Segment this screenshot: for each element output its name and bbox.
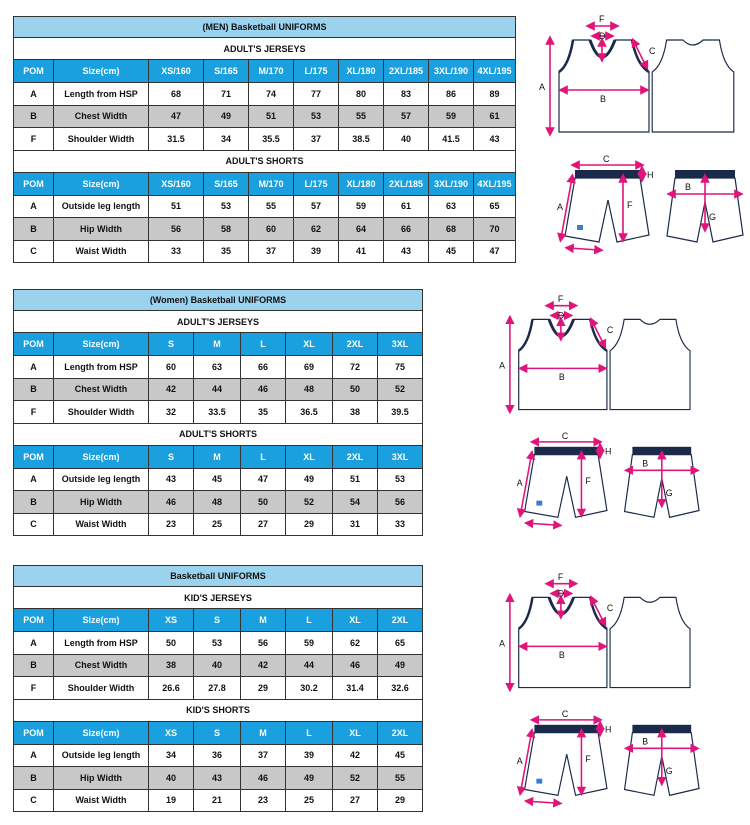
header-cell: 2XL — [378, 721, 423, 744]
men-diagram-slot — [539, 10, 745, 265]
pom-cell: A — [14, 468, 54, 491]
pom-cell: C — [14, 789, 54, 812]
value-cell: 51 — [333, 468, 378, 491]
jersey-back-drawing — [610, 597, 690, 687]
value-cell: 74 — [249, 83, 294, 106]
value-cell: 45 — [194, 468, 241, 491]
header-cell: L — [241, 445, 286, 468]
value-cell: 63 — [429, 195, 474, 218]
value-cell: 38.5 — [339, 128, 384, 151]
svg-text:C: C — [561, 430, 569, 441]
measure-label-cell: Chest Width — [54, 654, 149, 677]
value-cell: 43 — [149, 468, 194, 491]
header-cell: S/165 — [204, 172, 249, 195]
jersey-back-drawing — [652, 40, 734, 132]
header-row — [14, 172, 516, 195]
value-cell: 59 — [339, 195, 384, 218]
pom-cell: B — [14, 105, 54, 128]
header-cell: XS — [149, 609, 194, 632]
svg-text:B: B — [558, 650, 565, 661]
pom-cell: B — [14, 218, 54, 241]
value-cell: 61 — [474, 105, 516, 128]
shorts-subtitle: ADULT'S SHORTS — [14, 423, 423, 445]
header-cell: XL — [286, 445, 333, 468]
header-cell: M — [241, 721, 286, 744]
value-cell: 89 — [474, 83, 516, 106]
value-cell: 41 — [339, 240, 384, 263]
value-cell: 35.5 — [249, 128, 294, 151]
svg-text:B: B — [558, 372, 565, 383]
value-cell: 68 — [429, 218, 474, 241]
table-row — [14, 128, 516, 151]
header-cell: L/175 — [294, 60, 339, 83]
table-row — [14, 240, 516, 263]
header-cell: Size(cm) — [54, 172, 149, 195]
header-cell: Size(cm) — [54, 445, 149, 468]
value-cell: 83 — [384, 83, 429, 106]
pom-cell: B — [14, 654, 54, 677]
value-cell: 57 — [294, 195, 339, 218]
value-cell: 55 — [249, 195, 294, 218]
svg-text:C: C — [561, 708, 569, 719]
svg-text:H: H — [604, 446, 612, 457]
value-cell: 77 — [294, 83, 339, 106]
header-row — [14, 60, 516, 83]
value-cell: 60 — [249, 218, 294, 241]
measure-label-cell: Length from HSP — [54, 356, 149, 379]
table-row — [14, 83, 516, 106]
value-cell: 35 — [241, 401, 286, 424]
header-cell: S — [149, 333, 194, 356]
pom-cell: B — [14, 378, 54, 401]
value-cell: 47 — [149, 105, 204, 128]
jersey-subtitle: ADULT'S JERSEYS — [14, 311, 423, 333]
value-cell: 29 — [241, 677, 286, 700]
pom-cell: C — [14, 513, 54, 536]
svg-text:B: B — [642, 736, 649, 747]
value-cell: 41.5 — [429, 128, 474, 151]
value-cell: 65 — [474, 195, 516, 218]
value-cell: 19 — [149, 789, 194, 812]
value-cell: 61 — [384, 195, 429, 218]
header-cell: XS/160 — [149, 60, 204, 83]
header-cell: 2XL/185 — [384, 60, 429, 83]
value-cell: 75 — [378, 356, 423, 379]
value-cell: 52 — [333, 767, 378, 790]
kids-diagram-slot — [499, 568, 701, 818]
table-row — [14, 356, 423, 379]
value-cell: 39 — [286, 744, 333, 767]
svg-text:F: F — [557, 293, 564, 304]
value-cell: 39 — [294, 240, 339, 263]
header-cell: S — [149, 445, 194, 468]
header-cell: 2XL — [333, 445, 378, 468]
measure-label-cell: Waist Width — [54, 513, 149, 536]
header-cell: XL — [333, 721, 378, 744]
jersey-subtitle: KID'S JERSEYS — [14, 587, 423, 609]
measure-label-cell: Waist Width — [54, 789, 149, 812]
value-cell: 44 — [286, 654, 333, 677]
svg-text:F: F — [627, 200, 633, 210]
women-diagram-slot — [499, 290, 701, 540]
header-cell: M — [194, 333, 241, 356]
value-cell: 43 — [384, 240, 429, 263]
header-cell: 4XL/195 — [474, 60, 516, 83]
value-cell: 80 — [339, 83, 384, 106]
value-cell: 32 — [149, 401, 194, 424]
value-cell: 37 — [294, 128, 339, 151]
value-cell: 29 — [286, 513, 333, 536]
svg-text:C: C — [649, 46, 656, 56]
pom-cell: B — [14, 491, 54, 514]
table-row — [14, 654, 423, 677]
value-cell: 86 — [429, 83, 474, 106]
uniform-diagram — [539, 10, 745, 260]
value-cell: 31 — [333, 513, 378, 536]
header-cell: POM — [14, 172, 54, 195]
header-cell: POM — [14, 333, 54, 356]
uniform-diagram — [499, 568, 701, 813]
svg-text:C: C — [606, 603, 614, 614]
jersey-subtitle: ADULT'S JERSEYS — [14, 38, 516, 60]
header-cell: Size(cm) — [54, 60, 149, 83]
svg-text:F: F — [585, 754, 591, 765]
header-cell: Size(cm) — [54, 721, 149, 744]
table-row — [14, 632, 423, 655]
jersey-back-drawing — [610, 319, 690, 409]
svg-text:G: G — [709, 212, 717, 222]
measure-label-cell: Hip Width — [54, 767, 149, 790]
value-cell: 36 — [194, 744, 241, 767]
header-cell: XL/180 — [339, 60, 384, 83]
header-cell: POM — [14, 609, 54, 632]
jersey-front-drawing — [519, 319, 607, 409]
women-uniforms-section — [13, 289, 423, 536]
header-cell: 2XL/185 — [384, 172, 429, 195]
value-cell: 62 — [333, 632, 378, 655]
value-cell: 34 — [149, 744, 194, 767]
value-cell: 53 — [194, 632, 241, 655]
table-row — [14, 195, 516, 218]
value-cell: 54 — [333, 491, 378, 514]
header-cell: 4XL/195 — [474, 172, 516, 195]
value-cell: 31.5 — [149, 128, 204, 151]
value-cell: 47 — [241, 468, 286, 491]
value-cell: 40 — [194, 654, 241, 677]
svg-text:F: F — [557, 571, 564, 582]
measure-label-cell: Length from HSP — [54, 83, 149, 106]
header-cell: XL — [286, 333, 333, 356]
header-cell: 3XL — [378, 445, 423, 468]
header-row — [14, 333, 423, 356]
svg-text:C: C — [606, 325, 614, 336]
svg-text:A: A — [516, 756, 523, 766]
table-row — [14, 105, 516, 128]
svg-text:B: B — [685, 182, 692, 192]
value-cell: 45 — [378, 744, 423, 767]
value-cell: 72 — [333, 356, 378, 379]
value-cell: 55 — [339, 105, 384, 128]
value-cell: 25 — [286, 789, 333, 812]
svg-text:D: D — [557, 310, 565, 321]
value-cell: 70 — [474, 218, 516, 241]
value-cell: 33 — [378, 513, 423, 536]
value-cell: 56 — [149, 218, 204, 241]
value-cell: 46 — [333, 654, 378, 677]
svg-text:A: A — [516, 478, 523, 488]
value-cell: 33 — [149, 240, 204, 263]
value-cell: 58 — [204, 218, 249, 241]
measure-label-cell: Chest Width — [54, 378, 149, 401]
header-cell: POM — [14, 445, 54, 468]
shorts-front-drawing — [525, 725, 607, 796]
value-cell: 60 — [149, 356, 194, 379]
header-cell: 2XL — [378, 609, 423, 632]
value-cell: 53 — [378, 468, 423, 491]
value-cell: 71 — [204, 83, 249, 106]
svg-text:A: A — [499, 360, 506, 371]
value-cell: 66 — [384, 218, 429, 241]
svg-text:C: C — [603, 154, 610, 164]
value-cell: 69 — [286, 356, 333, 379]
svg-text:G: G — [665, 765, 673, 776]
value-cell: 46 — [241, 767, 286, 790]
value-cell: 52 — [286, 491, 333, 514]
value-cell: 36.5 — [286, 401, 333, 424]
header-cell: XL/180 — [339, 172, 384, 195]
value-cell: 62 — [294, 218, 339, 241]
pom-cell: F — [14, 401, 54, 424]
value-cell: 56 — [378, 491, 423, 514]
value-cell: 31.4 — [333, 677, 378, 700]
value-cell: 63 — [194, 356, 241, 379]
header-cell: S/165 — [204, 60, 249, 83]
kids-size-table — [13, 565, 423, 812]
svg-text:D: D — [599, 31, 606, 41]
shorts-front-drawing — [565, 170, 649, 242]
header-cell: 2XL — [333, 333, 378, 356]
value-cell: 50 — [333, 378, 378, 401]
value-cell: 27.8 — [194, 677, 241, 700]
value-cell: 27 — [333, 789, 378, 812]
value-cell: 49 — [378, 654, 423, 677]
value-cell: 40 — [384, 128, 429, 151]
value-cell: 33.5 — [194, 401, 241, 424]
header-cell: XS/160 — [149, 172, 204, 195]
value-cell: 50 — [241, 491, 286, 514]
value-cell: 49 — [286, 468, 333, 491]
men-uniforms-section — [13, 16, 516, 263]
value-cell: 27 — [241, 513, 286, 536]
value-cell: 43 — [474, 128, 516, 151]
value-cell: 68 — [149, 83, 204, 106]
value-cell: 37 — [249, 240, 294, 263]
header-cell: M/170 — [249, 60, 294, 83]
pom-cell: A — [14, 744, 54, 767]
header-cell: L — [286, 721, 333, 744]
header-cell: M/170 — [249, 172, 294, 195]
jersey-front-drawing — [559, 40, 649, 132]
svg-text:H: H — [604, 724, 612, 735]
header-cell: Size(cm) — [54, 609, 149, 632]
table-row — [14, 744, 423, 767]
value-cell: 26.6 — [149, 677, 194, 700]
header-cell: POM — [14, 721, 54, 744]
uniform-diagram — [499, 290, 701, 535]
value-cell: 29 — [378, 789, 423, 812]
value-cell: 38 — [149, 654, 194, 677]
header-cell: S — [194, 721, 241, 744]
value-cell: 65 — [378, 632, 423, 655]
jersey-front-drawing — [519, 597, 607, 687]
value-cell: 39.5 — [378, 401, 423, 424]
header-cell: L — [286, 609, 333, 632]
svg-text:A: A — [557, 202, 564, 212]
measure-label-cell: Chest Width — [54, 105, 149, 128]
kids-uniforms-section — [13, 565, 423, 812]
value-cell: 38 — [333, 401, 378, 424]
pom-cell: F — [14, 677, 54, 700]
value-cell: 35 — [204, 240, 249, 263]
table-row — [14, 218, 516, 241]
pom-cell: A — [14, 195, 54, 218]
measure-label-cell: Waist Width — [54, 240, 149, 263]
value-cell: 42 — [241, 654, 286, 677]
header-cell: XS — [149, 721, 194, 744]
header-row — [14, 445, 423, 468]
value-cell: 59 — [286, 632, 333, 655]
measure-label-cell: Hip Width — [54, 218, 149, 241]
header-cell: 3XL — [378, 333, 423, 356]
measure-label-cell: Shoulder Width — [54, 677, 149, 700]
value-cell: 46 — [149, 491, 194, 514]
header-cell: Size(cm) — [54, 333, 149, 356]
shorts-subtitle: ADULT'S SHORTS — [14, 150, 516, 172]
value-cell: 56 — [241, 632, 286, 655]
svg-text:A: A — [539, 82, 546, 92]
header-cell: M — [194, 445, 241, 468]
value-cell: 32.6 — [378, 677, 423, 700]
measure-label-cell: Length from HSP — [54, 632, 149, 655]
value-cell: 45 — [429, 240, 474, 263]
value-cell: 48 — [286, 378, 333, 401]
value-cell: 51 — [249, 105, 294, 128]
svg-text:B: B — [600, 94, 607, 104]
svg-text:G: G — [665, 487, 673, 498]
value-cell: 50 — [149, 632, 194, 655]
value-cell: 47 — [474, 240, 516, 263]
table-row — [14, 378, 423, 401]
svg-text:D: D — [557, 588, 565, 599]
value-cell: 55 — [378, 767, 423, 790]
value-cell: 40 — [149, 767, 194, 790]
svg-text:B: B — [642, 458, 649, 469]
value-cell: 46 — [241, 378, 286, 401]
value-cell: 25 — [194, 513, 241, 536]
table-row — [14, 513, 423, 536]
measure-label-cell: Outside leg length — [54, 744, 149, 767]
value-cell: 52 — [378, 378, 423, 401]
svg-text:A: A — [499, 638, 506, 649]
value-cell: 42 — [149, 378, 194, 401]
header-cell: 3XL/190 — [429, 60, 474, 83]
measure-label-cell: Hip Width — [54, 491, 149, 514]
value-cell: 64 — [339, 218, 384, 241]
men-size-table — [13, 16, 516, 263]
value-cell: 48 — [194, 491, 241, 514]
value-cell: 49 — [204, 105, 249, 128]
table-row — [14, 401, 423, 424]
value-cell: 30.2 — [286, 677, 333, 700]
value-cell: 66 — [241, 356, 286, 379]
value-cell: 21 — [194, 789, 241, 812]
header-cell: M — [241, 609, 286, 632]
measure-label-cell: Shoulder Width — [54, 128, 149, 151]
value-cell: 43 — [194, 767, 241, 790]
table-title: (MEN) Basketball UNIFORMS — [14, 17, 516, 38]
header-cell: L — [241, 333, 286, 356]
pom-cell: C — [14, 240, 54, 263]
pom-cell: A — [14, 632, 54, 655]
pom-cell: F — [14, 128, 54, 151]
header-cell: L/175 — [294, 172, 339, 195]
value-cell: 23 — [149, 513, 194, 536]
header-row — [14, 609, 423, 632]
table-row — [14, 789, 423, 812]
shorts-front-drawing — [525, 447, 607, 518]
value-cell: 59 — [429, 105, 474, 128]
pom-cell: B — [14, 767, 54, 790]
measure-label-cell: Shoulder Width — [54, 401, 149, 424]
header-cell: S — [194, 609, 241, 632]
measure-label-cell: Outside leg length — [54, 468, 149, 491]
table-row — [14, 468, 423, 491]
shorts-subtitle: KID'S SHORTS — [14, 699, 423, 721]
value-cell: 23 — [241, 789, 286, 812]
svg-text:H: H — [647, 170, 654, 180]
svg-text:F: F — [585, 476, 591, 487]
table-title: Basketball UNIFORMS — [14, 566, 423, 587]
table-title: (Women) Basketball UNIFORMS — [14, 290, 423, 311]
value-cell: 37 — [241, 744, 286, 767]
pom-cell: A — [14, 83, 54, 106]
header-cell: XL — [333, 609, 378, 632]
header-cell: 3XL/190 — [429, 172, 474, 195]
value-cell: 51 — [149, 195, 204, 218]
value-cell: 44 — [194, 378, 241, 401]
table-row — [14, 677, 423, 700]
svg-text:F: F — [599, 14, 605, 24]
value-cell: 53 — [204, 195, 249, 218]
women-size-table — [13, 289, 423, 536]
value-cell: 49 — [286, 767, 333, 790]
value-cell: 57 — [384, 105, 429, 128]
pom-cell: A — [14, 356, 54, 379]
header-cell: POM — [14, 60, 54, 83]
value-cell: 53 — [294, 105, 339, 128]
table-row — [14, 491, 423, 514]
value-cell: 34 — [204, 128, 249, 151]
table-row — [14, 767, 423, 790]
header-row — [14, 721, 423, 744]
measure-label-cell: Outside leg length — [54, 195, 149, 218]
value-cell: 42 — [333, 744, 378, 767]
